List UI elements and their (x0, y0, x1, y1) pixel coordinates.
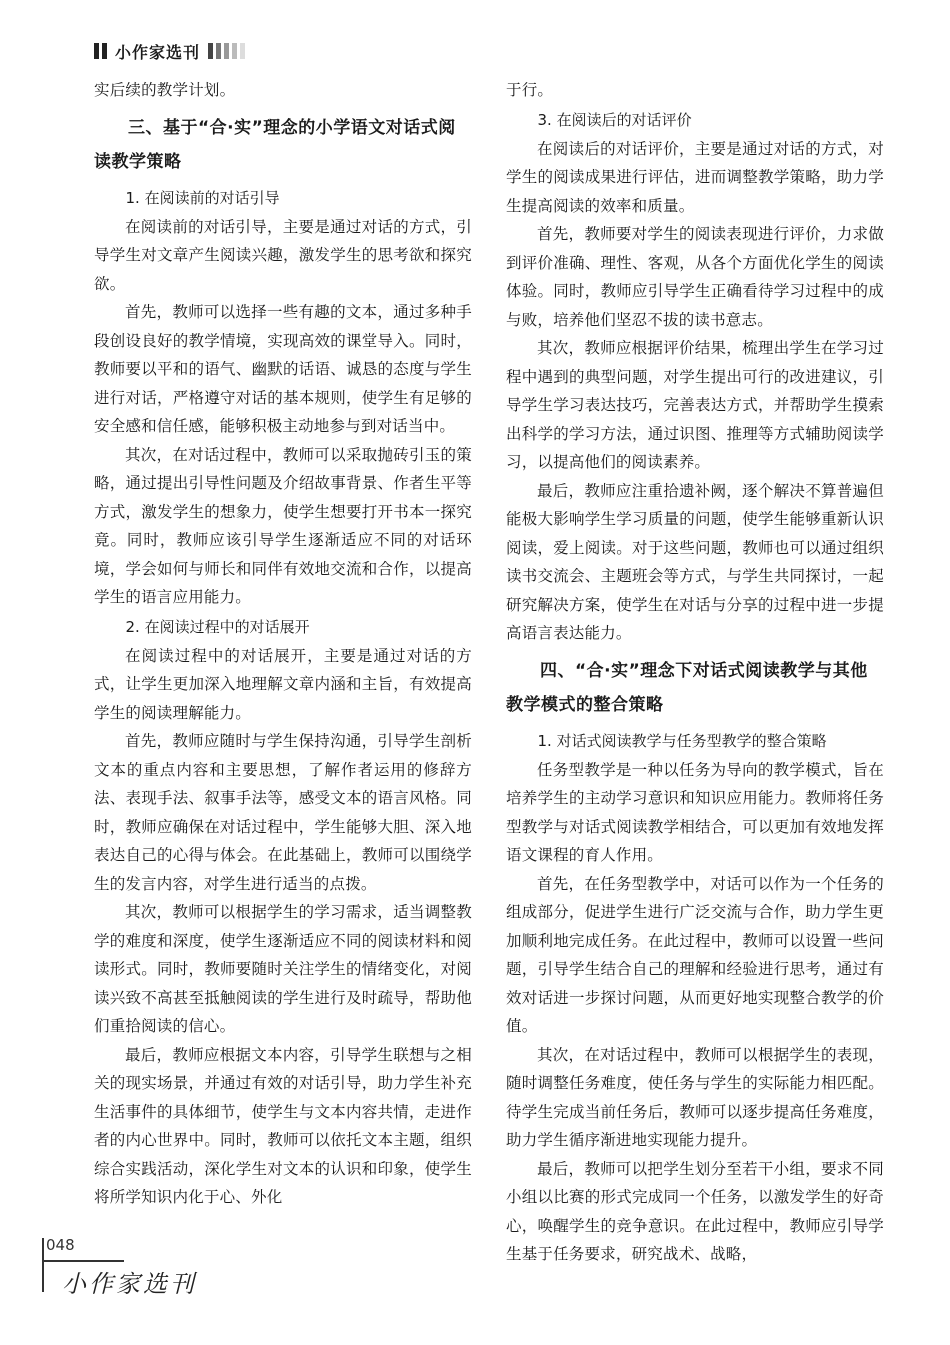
paragraph: 其次，教师应根据评价结果，梳理出学生在学习过程中遇到的典型问题，对学生提出可行的改进建议，引导学生学习表达技巧，完善表达方式，并帮助学生摸索出科学的学习方法，通过识图、推理等方式辅助阅读学习，以提高他们的阅读素养。 (506, 339, 884, 471)
subsection-heading: 1. 在阅读前的对话引导 (125, 188, 280, 207)
left-column (94, 76, 472, 1212)
footer-logo: 小作家选刊 (62, 1270, 197, 1298)
paragraph: 首先，教师可以选择一些有趣的文本，通过多种手段创设良好的教学情境，实现高效的课堂导入。同时，教师要以平和的语气、幽默的话语、诚恳的态度与学生进行对话，严格遵守对话的基本规则，使学生有足够的安全感和信任感，能够积极主动地参与到对话当中。 (94, 303, 472, 435)
paragraph: 最后，教师可以把学生划分至若干小组，要求不同小组以比赛的形式完成同一个任务，以激发学生的好奇心，唤醒学生的竞争意识。在此过程中，教师应引导学生基于任务要求，研究战术、战略， (506, 1159, 884, 1263)
subsection-heading: 2. 在阅读过程中的对话展开 (125, 617, 310, 636)
running-header (94, 40, 245, 62)
paragraph: 首先，在任务型教学中，对话可以作为一个任务的组成部分，促进学生进行广泛交流与合作，助力学生更加顺利地完成任务。在此过程中，教师可以设置一些问题，引导学生结合自己的理解和经验进行思考，通过有效对话进一步探讨问题，从而更好地实现整合教学的价值。 (506, 874, 884, 1035)
paragraph: 首先，教师要对学生的阅读表现进行评价，力求做到评价准确、理性、客观，从各个方面优化学生的阅读体验。同时，教师应引导学生正确看待学习过程中的成与败，培养他们坚忍不拔的读书意志。 (506, 225, 884, 329)
paragraph: 其次，在对话过程中，教师可以根据学生的表现，随时调整任务难度，使任务与学生的实际能力相匹配。待学生完成当前任务后，教师可以逐步提高任务难度，助力学生循序渐进地实现能力提升。 (506, 1045, 884, 1149)
footer-horizontal-rule (44, 1260, 124, 1262)
paragraph: 任务型教学是一种以任务为导向的教学模式，旨在培养学生的主动学习意识和知识应用能力。教师将任务型教学与对话式阅读教学相结合，可以更加有效地发挥语文课程的育人作用。 (506, 760, 884, 864)
right-column (506, 76, 884, 1269)
footer-vertical-rule (42, 1238, 44, 1292)
section-heading: 四、“合·实”理念下对话式阅读教学与其他教学模式的整合策略 (506, 660, 868, 715)
paragraph: 在阅读前的对话引导，主要是通过对话的方式，引导学生对文章产生阅读兴趣，激发学生的思考欲和探究欲。 (94, 217, 472, 293)
paragraph: 实后续的教学计划。 (94, 81, 236, 99)
subsection-heading: 3. 在阅读后的对话评价 (537, 110, 692, 129)
paragraph: 其次，在对话过程中，教师可以采取抛砖引玉的策略，通过提出引导性问题及介绍故事背景、作者生平等方式，激发学生的想象力，使学生想要打开书本一探究竟。同时，教师应该引导学生逐渐适应不同的对话环境，学会如何与师长和同伴有效地交流和合作，以提高学生的语言应用能力。 (94, 445, 472, 606)
page-number: 048 (46, 1236, 75, 1254)
section-heading: 三、基于“合·实”理念的小学语文对话式阅读教学策略 (94, 117, 456, 172)
paragraph: 其次，教师可以根据学生的学习需求，适当调整教学的难度和深度，使学生逐渐适应不同的阅读材料和阅读形式。同时，教师要随时关注学生的情绪变化，对阅读兴致不高甚至抵触阅读的学生进行及时疏导，帮助他们重拾阅读的信心。 (94, 903, 472, 1035)
paragraph: 最后，教师应注重拾遗补阙，逐个解决不算普遍但能极大影响学生学习质量的问题，使学生能够重新认识阅读，爱上阅读。对于这些问题，教师也可以通过组织读书交流会、主题班会等方式，与学生共同探讨，一起研究解决方案，使学生在对话与分享的过程中进一步提高语言表达能力。 (506, 481, 884, 642)
paragraph: 于行。 (506, 81, 554, 99)
paragraph: 首先，教师应随时与学生保持沟通，引导学生剖析文本的重点内容和主要思想，了解作者运用的修辞方法、表现手法、叙事手法等，感受文本的语言风格。同时，教师应确保在对话过程中，学生能够大胆、深入地表达自己的心得与体会。在此基础上，教师可以围绕学生的发言内容，对学生进行适当的点拨。 (94, 732, 472, 893)
subsection-heading: 1. 对话式阅读教学与任务型教学的整合策略 (537, 731, 827, 750)
journal-title: 小作家选刊 (115, 42, 201, 62)
paragraph: 最后，教师应根据文本内容，引导学生联想与之相关的现实场景，并通过有效的对话引导，助力学生补充生活事件的具体细节，使学生与文本内容共情，走进作者的内心世界中。同时，教师可以依托文本主题，组织综合实践活动，深化学生对文本的认识和印象，使学生将所学知识内化于心、外化 (94, 1045, 472, 1206)
header-gradient-bars-icon (208, 43, 245, 59)
header-bars-icon (94, 43, 107, 59)
paragraph: 在阅读过程中的对话展开，主要是通过对话的方式，让学生更加深入地理解文章内涵和主旨，有效提高学生的阅读理解能力。 (94, 646, 472, 722)
paragraph: 在阅读后的对话评价，主要是通过对话的方式，对学生的阅读成果进行评估，进而调整教学策略，助力学生提高阅读的效率和质量。 (506, 139, 884, 215)
